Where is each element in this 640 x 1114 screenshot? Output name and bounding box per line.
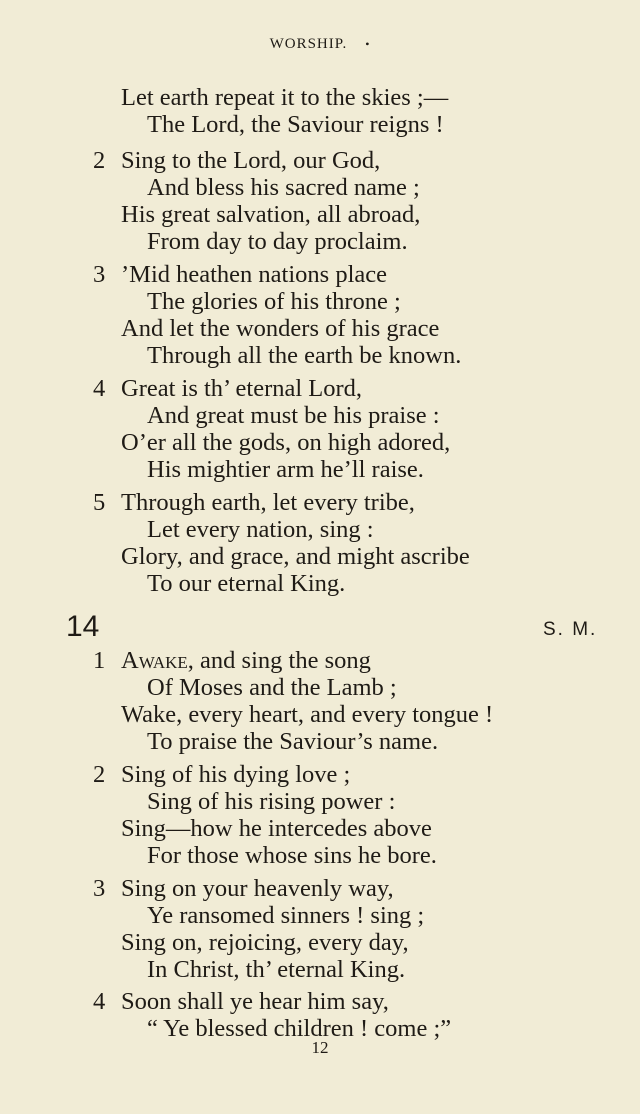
verse-line: For those whose sins he bore. (147, 842, 437, 869)
running-head (0, 36, 640, 53)
verse-line: Soon shall ye hear him say, (121, 988, 389, 1015)
verse-line: Let earth repeat it to the skies ;— (121, 84, 449, 111)
running-head-mark: • (365, 37, 371, 51)
stanza-number: 4 (93, 988, 106, 1015)
verse-line: Of Moses and the Lamb ; (147, 674, 397, 701)
verse-line: Sing on your heavenly way, (121, 875, 394, 902)
stanza-number: 3 (93, 875, 106, 902)
hymn-meter: S. M. (543, 619, 598, 640)
verse-line: His great salvation, all abroad, (121, 201, 421, 228)
verse-line: Sing—how he intercedes above (121, 815, 432, 842)
verse-line: In Christ, th’ eternal King. (147, 956, 406, 983)
verse-line: O’er all the gods, on high adored, (121, 429, 451, 456)
first-word: Awake (121, 647, 188, 674)
stanza-number: 2 (93, 761, 106, 788)
verse-line: Sing on, rejoicing, every day, (121, 929, 409, 956)
verse-line: ’Mid heathen nations place (121, 261, 388, 288)
verse-line: And great must be his praise : (147, 402, 440, 429)
verse-line: Through all the earth be known. (147, 342, 462, 369)
verse-line: And bless his sacred name ; (147, 174, 420, 201)
verse-line: The Lord, the Saviour reigns ! (147, 111, 444, 138)
verse-line: Sing to the Lord, our God, (121, 147, 381, 174)
verse-line (121, 647, 371, 674)
stanza-number: 3 (93, 261, 106, 288)
running-head-title: WORSHIP. (269, 36, 348, 52)
verse-line: Sing of his rising power : (147, 788, 396, 815)
verse-line: The glories of his throne ; (147, 288, 401, 315)
verse-line: And let the wonders of his grace (121, 315, 440, 342)
verse-line: To our eternal King. (147, 570, 346, 597)
verse-line: Ye ransomed sinners ! sing ; (147, 902, 425, 929)
verse-line: “ Ye blessed children ! come ;” (147, 1015, 452, 1042)
verse-line: Sing of his dying love ; (121, 761, 351, 788)
stanza-number: 5 (93, 489, 106, 516)
verse-line: To praise the Saviour’s name. (147, 728, 439, 755)
verse-line: Great is th’ eternal Lord, (121, 375, 363, 402)
stanza-number: 4 (93, 375, 106, 402)
page-number: 12 (311, 1038, 329, 1057)
hymn-number: 14 (66, 610, 100, 643)
stanza-number: 2 (93, 147, 106, 174)
verse-line: From day to day proclaim. (147, 228, 408, 255)
verse-line: Let every nation, sing : (147, 516, 374, 543)
verse-line: Wake, every heart, and every tongue ! (121, 701, 494, 728)
verse-line-rest: , and sing the song (187, 647, 371, 674)
verse-line: Through earth, let every tribe, (121, 489, 415, 516)
verse-line: Glory, and grace, and might ascribe (121, 543, 470, 570)
verse-line: His mightier arm he’ll raise. (147, 456, 424, 483)
stanza-number: 1 (93, 647, 106, 674)
